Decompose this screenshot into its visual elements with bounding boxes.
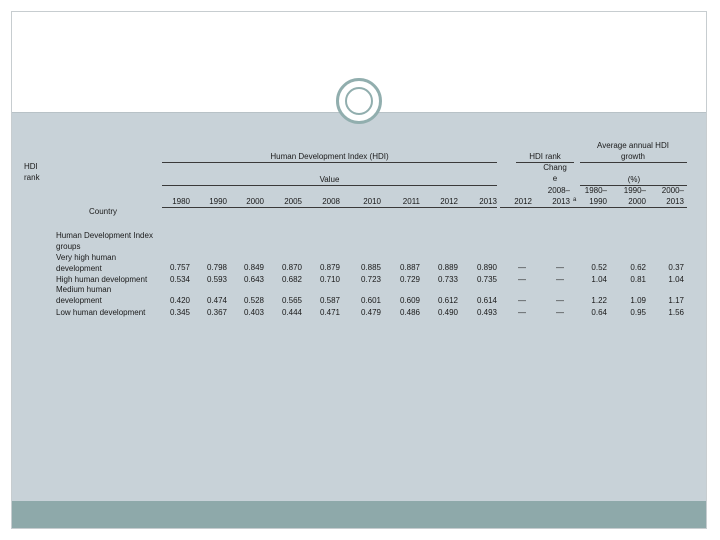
growth-cell: 0.64 [591,308,607,317]
growth-cell: 0.95 [630,308,646,317]
year-header: 1980 [172,197,190,206]
hdi-value-cell: 0.609 [399,296,420,305]
rank-cell: — [518,275,526,284]
year-header: 2011 [402,197,420,206]
hdi-value-cell: 0.735 [476,275,497,284]
hdi-value-cell: 0.798 [206,263,227,272]
year-header: 1990 [209,197,227,206]
hdi-value-cell: 0.733 [437,275,458,284]
growth-cell: 1.17 [668,296,684,305]
header-hdi-rank-right: HDI rank [529,152,561,161]
header-value: Value [319,175,340,184]
growth-cell: 0.37 [668,263,684,272]
header-hdi-group: Human Development Index (HDI) [270,152,389,161]
header-hdi-rank: HDI rank [24,162,40,182]
hdi-value-cell: 0.601 [360,296,381,305]
year-header: 2008 [322,197,340,206]
hdi-value-cell: 0.367 [206,308,227,317]
change-cell: — [556,308,564,317]
hdi-value-cell: 0.849 [243,263,264,272]
hdi-value-cell: 0.534 [169,275,190,284]
rank-cell: — [518,296,526,305]
change-cell: — [556,263,564,272]
growth-cell: 1.56 [668,308,684,317]
header-growth-title: Average annual HDI growth [597,141,669,161]
header-rank-year: 2012 [514,197,532,206]
hdi-value-cell: 0.587 [319,296,340,305]
hdi-value-cell: 0.885 [360,263,381,272]
hdi-value-cell: 0.710 [319,275,340,284]
header-growth-unit: (%) [627,175,641,184]
growth-cell: 1.09 [630,296,646,305]
hdi-value-cell: 0.889 [437,263,458,272]
growth-cell: 1.04 [591,275,607,284]
growth-cell: 1.22 [591,296,607,305]
year-header: 2000 [246,197,264,206]
header-country: Country [89,207,118,216]
row-label: High human development [56,275,148,284]
year-header: 2010 [363,197,381,206]
growth-period-header: 2000– 2013 [661,186,684,206]
hdi-value-cell: 0.479 [360,308,381,317]
header-change-period: 2008– 2013 [547,186,570,206]
hdi-value-cell: 0.345 [169,308,190,317]
hdi-value-cell: 0.471 [319,308,340,317]
hdi-value-cell: 0.593 [206,275,227,284]
row-label: Very high human development [56,253,117,273]
year-header: 2005 [284,197,302,206]
hdi-value-cell: 0.682 [281,275,302,284]
footer-band [12,501,706,528]
hdi-value-cell: 0.887 [399,263,420,272]
hdi-value-cell: 0.614 [476,296,497,305]
hdi-value-cell: 0.474 [206,296,227,305]
change-cell: — [556,275,564,284]
rank-cell: — [518,263,526,272]
hdi-value-cell: 0.870 [281,263,302,272]
section-label: Human Development Index groups [56,231,153,251]
inner-ring-icon [345,87,373,115]
rank-cell: — [518,308,526,317]
hdi-value-cell: 0.723 [360,275,381,284]
growth-cell: 0.52 [591,263,607,272]
hdi-value-cell: 0.486 [399,308,420,317]
decorative-circle-icon [336,78,382,124]
hdi-value-cell: 0.528 [243,296,264,305]
hdi-value-cell: 0.565 [281,296,302,305]
hdi-value-cell: 0.757 [169,263,190,272]
content-panel [12,113,706,501]
growth-period-header: 1990– 2000 [623,186,646,206]
header-change: Chang e [543,163,567,183]
growth-rule [580,162,687,163]
hdi-value-cell: 0.403 [243,308,264,317]
hdi-value-cell: 0.612 [437,296,458,305]
growth-cell: 0.62 [630,263,646,272]
row-label: Low human development [56,308,146,317]
change-cell: — [556,296,564,305]
hdi-value-cell: 0.879 [319,263,340,272]
header-change-note: a [573,197,577,203]
hdi-value-cell: 0.444 [281,308,302,317]
hdi-value-cell: 0.890 [476,263,497,272]
hdi-value-cell: 0.643 [243,275,264,284]
hdi-value-cell: 0.490 [437,308,458,317]
year-header: 2013 [479,197,497,206]
hdi-value-cell: 0.729 [399,275,420,284]
row-label: Medium human development [56,285,112,305]
growth-cell: 0.81 [630,275,646,284]
growth-period-header: 1980– 1990 [584,186,607,206]
growth-cell: 1.04 [668,275,684,284]
year-header: 2012 [440,197,458,206]
hdi-value-cell: 0.493 [476,308,497,317]
hdi-value-cell: 0.420 [169,296,190,305]
